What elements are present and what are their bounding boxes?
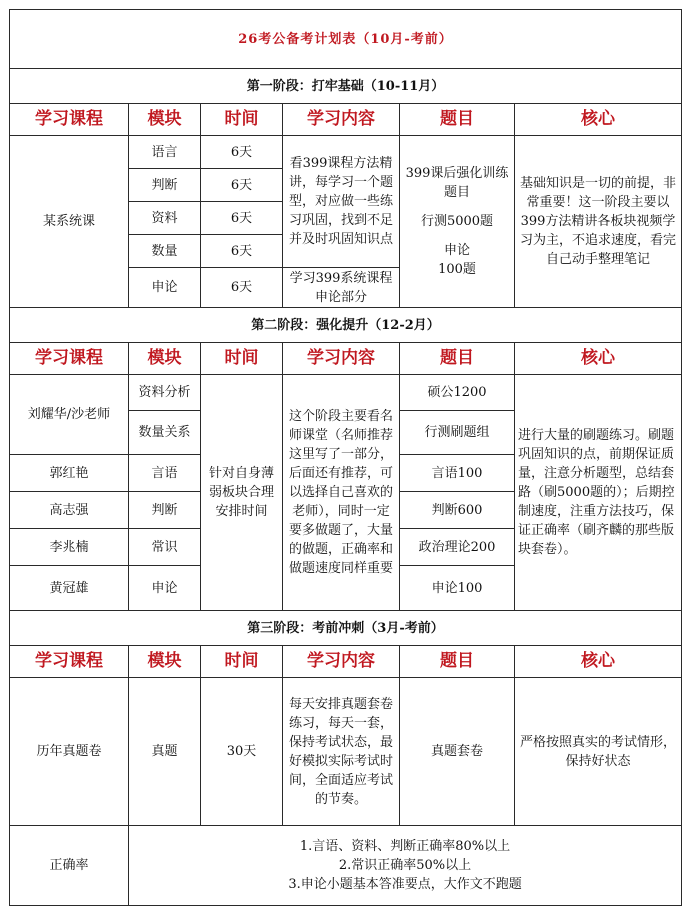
stage3-title: 第三阶段：考前冲刺（3月-考前） [10,611,682,646]
header-course: 学习课程 [10,343,129,375]
accuracy-item: 1.言语、资料、判断正确率80%以上 [299,839,511,854]
stage2-question: 言语100 [400,455,515,492]
stage1-core: 基础知识是一切的前提，非常重要！这一阶段主要以399方法精讲各板块视频学习为主，不追求速度，看完自己动手整理笔记 [515,136,682,308]
stage1-module: 申论 [129,268,201,308]
stage3-header-row [10,646,682,678]
header-core: 核心 [515,343,682,375]
stage3-course: 历年真题卷 [10,678,129,826]
stage1-module: 语言 [129,136,201,169]
header-questions: 题目 [400,343,515,375]
stage3-time: 30天 [201,678,283,826]
stage2-module: 判断 [129,492,201,529]
stage1-question-4: 100题 [438,262,476,277]
page-title: 26考公备考计划表（10月-考前） [10,10,682,69]
stage3-question: 真题套卷 [400,678,515,826]
stage1-header-row [10,104,682,136]
stage1-question-3: 申论 [443,243,470,258]
header-module: 模块 [129,104,201,136]
header-core: 核心 [515,104,682,136]
stage2-module: 资料分析 [129,375,201,411]
stage3-content: 每天安排真题套卷练习，每天一套，保持考试状态，最好模拟实际考试时间，全面适应考试的节奏。 [283,678,400,826]
stage2-module: 申论 [129,566,201,611]
study-plan-table [9,9,682,906]
stage2-teacher: 郭红艳 [10,455,129,492]
stage2-question: 申论100 [400,566,515,611]
stage2-core: 进行大量的刷题练习。刷题巩固知识的点，前期保证质量，注意分析题型，总结套路（刷5000题的）；后期控制速度，注重方法技巧，保证正确率（刷齐麟的那些版块套卷）。 [515,375,682,611]
stage1-module: 判断 [129,169,201,202]
stage2-question: 判断600 [400,492,515,529]
stage2-module: 言语 [129,455,201,492]
stage1-content: 看399课程方法精讲，每学习一个题型，对应做一些练习巩固，找到不足并及时巩固知识点 [283,136,400,268]
stage2-module: 常识 [129,529,201,566]
stage2-teacher: 高志强 [10,492,129,529]
accuracy-label: 正确率 [10,826,129,906]
stage1-time: 6天 [201,169,283,202]
stage1-time: 6天 [201,202,283,235]
header-module: 模块 [129,646,201,678]
stage1-question-2: 行测5000题 [420,214,494,229]
stage2-teacher: 刘耀华/沙老师 [10,375,129,455]
header-course: 学习课程 [10,646,129,678]
stage2-question: 行测刷题组 [400,411,515,455]
stage2-content: 这个阶段主要看名师课堂（名师推荐这里写了一部分，后面还有推荐，可以选择自己喜欢的老师），同时一定要多做题了，大量的做题，正确率和做题速度同样重要 [283,375,400,611]
stage3-core: 严格按照真实的考试情形，保持好状态 [515,678,682,826]
stage2-time: 针对自身薄弱板块合理安排时间 [201,375,283,611]
accuracy-requirements [129,826,682,906]
header-module: 模块 [129,343,201,375]
accuracy-item: 3.申论小题基本答准要点，大作文不跑题 [288,877,522,892]
stage1-module: 数量 [129,235,201,268]
header-questions: 题目 [400,104,515,136]
header-core: 核心 [515,646,682,678]
stage1-questions [400,136,515,308]
stage1-time: 6天 [201,268,283,308]
header-time: 时间 [201,646,283,678]
header-content: 学习内容 [283,646,400,678]
header-questions: 题目 [400,646,515,678]
stage2-teacher: 李兆楠 [10,529,129,566]
stage1-module: 资料 [129,202,201,235]
accuracy-item: 2.常识正确率50%以上 [338,858,472,873]
stage2-teacher: 黄冠雄 [10,566,129,611]
stage1-time: 6天 [201,235,283,268]
stage2-question: 硕公1200 [400,375,515,411]
stage2-header-row [10,343,682,375]
stage2-module: 数量关系 [129,411,201,455]
header-content: 学习内容 [283,343,400,375]
stage1-title: 第一阶段：打牢基础（10-11月） [10,69,682,104]
header-time: 时间 [201,343,283,375]
header-time: 时间 [201,104,283,136]
stage3-module: 真题 [129,678,201,826]
header-content: 学习内容 [283,104,400,136]
stage2-title: 第二阶段：强化提升（12-2月） [10,308,682,343]
stage1-time: 6天 [201,136,283,169]
stage1-course: 某系统课 [10,136,129,308]
stage1-content-shenlun: 学习399系统课程申论部分 [283,268,400,308]
stage1-question-1: 399课后强化训练题目 [405,166,509,200]
header-course: 学习课程 [10,104,129,136]
stage2-question: 政治理论200 [400,529,515,566]
